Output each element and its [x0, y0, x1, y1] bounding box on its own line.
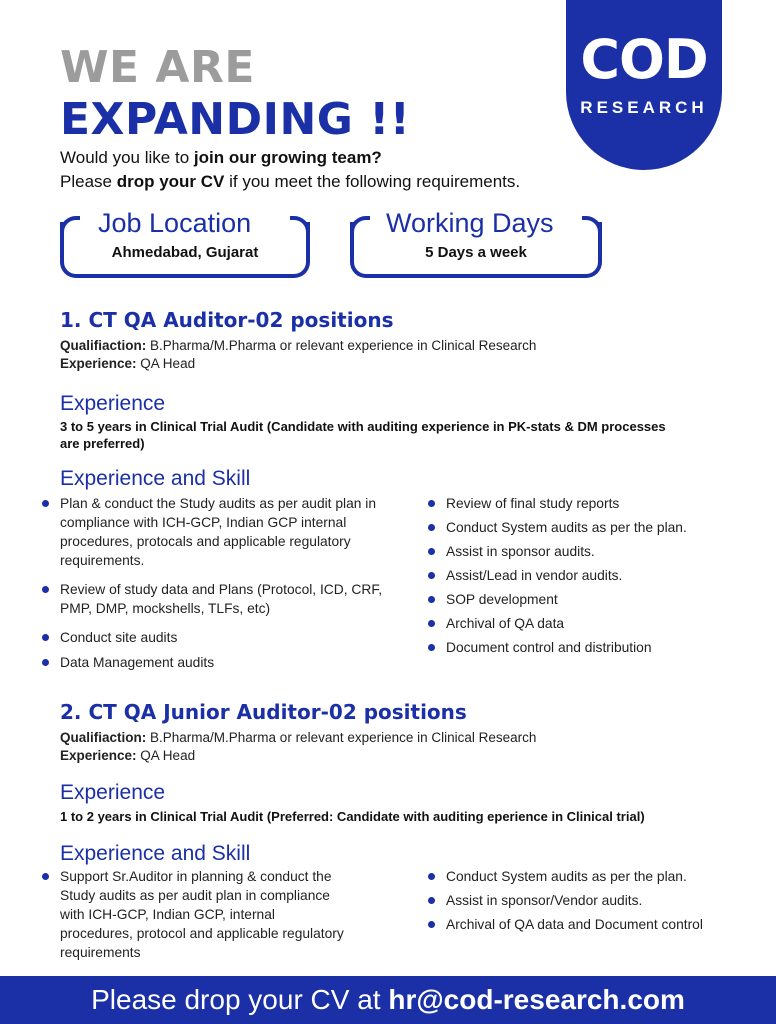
job2-experience-heading: Experience	[60, 781, 166, 804]
job1-skills-right	[426, 494, 756, 657]
working-days-value: 5 Days a week	[425, 244, 527, 261]
intro-line1-b: join our growing team?	[193, 148, 382, 167]
intro-text	[60, 146, 520, 194]
intro-line2-c: if you meet the following requirements.	[224, 172, 521, 191]
list-item: Archival of QA data	[426, 614, 756, 633]
job1-meta	[60, 337, 536, 373]
job1-experience-value: QA Head	[136, 356, 196, 371]
job-location-value: Ahmedabad, Gujarat	[111, 244, 259, 261]
job2-experience-label: Experience:	[60, 748, 137, 763]
list-item: Conduct System audits as per the plan.	[426, 867, 756, 886]
job2-experience-value: QA Head	[136, 748, 196, 763]
job2-title: 2. CT QA Junior Auditor-02 positions	[60, 700, 467, 724]
job2-qualification-label: Qualifiaction:	[60, 730, 147, 745]
job2-experience-text: 1 to 2 years in Clinical Trial Audit (Preferred: Candidate with auditing eperience in Clinical trial)	[60, 809, 645, 824]
list-item: Archival of QA data and Document control	[426, 915, 756, 934]
footer-banner	[0, 976, 776, 1024]
headline-expanding: EXPANDING !!	[60, 94, 411, 145]
headline-we-are: WE ARE	[60, 42, 255, 93]
list-item: Plan & conduct the Study audits as per audit plan in compliance with ICH-GCP, Indian GCP internal procedures, protocals and applicable regulatory requirements.	[40, 494, 390, 570]
list-item: Review of final study reports	[426, 494, 756, 513]
job2-qualification-value: B.Pharma/M.Pharma or relevant experience in Clinical Research	[146, 730, 537, 745]
list-item: SOP development	[426, 590, 756, 609]
list-item: Conduct site audits	[40, 628, 390, 647]
list-item: Assist/Lead in vendor audits.	[426, 566, 756, 585]
list-item: Assist in sponsor/Vendor audits.	[426, 891, 756, 910]
list-item: Review of study data and Plans (Protocol, ICD, CRF, PMP, DMP, mockshells, TLFs, etc)	[40, 580, 390, 618]
footer-email-link[interactable]: hr@cod-research.com	[388, 984, 685, 1015]
working-days-title: Working Days	[378, 208, 562, 239]
intro-line1-a: Would you like to	[60, 148, 194, 167]
footer-prefix: Please drop your CV at	[91, 984, 389, 1015]
job2-skill-heading: Experience and Skill	[60, 842, 251, 865]
list-item: Support Sr.Auditor in planning & conduct the Study audits as per audit plan in compliance with ICH-GCP, Indian GCP, internal procedures, protocol and applicable regulatory requirements	[40, 867, 350, 962]
job1-experience-text: 3 to 5 years in Clinical Trial Audit (Candidate with auditing experience in PK-stats & DM processes are preferred)	[60, 419, 666, 451]
job2-skills-right	[426, 867, 756, 934]
list-item: Document control and distribution	[426, 638, 756, 657]
list-item: Assist in sponsor audits.	[426, 542, 756, 561]
job1-experience-label: Experience:	[60, 356, 137, 371]
job1-skill-heading: Experience and Skill	[60, 467, 251, 490]
list-item: Data Management audits	[40, 653, 390, 672]
cod-research-logo	[566, 0, 722, 170]
logo-subtitle: RESEARCH	[580, 98, 708, 117]
intro-line2-b: drop your CV	[116, 172, 225, 191]
logo-wordmark: COD	[580, 28, 708, 91]
job-location-title: Job Location	[90, 208, 259, 239]
intro-line2-a: Please	[60, 172, 117, 191]
job1-qualification-label: Qualifiaction:	[60, 338, 147, 353]
list-item: Conduct System audits as per the plan.	[426, 518, 756, 537]
job1-experience-heading: Experience	[60, 392, 166, 415]
job2-meta	[60, 729, 536, 765]
job1-title: 1. CT QA Auditor-02 positions	[60, 308, 394, 332]
job1-qualification-value: B.Pharma/M.Pharma or relevant experience in Clinical Research	[146, 338, 537, 353]
job1-skills-left	[40, 494, 390, 672]
job2-skills-left	[40, 867, 350, 962]
